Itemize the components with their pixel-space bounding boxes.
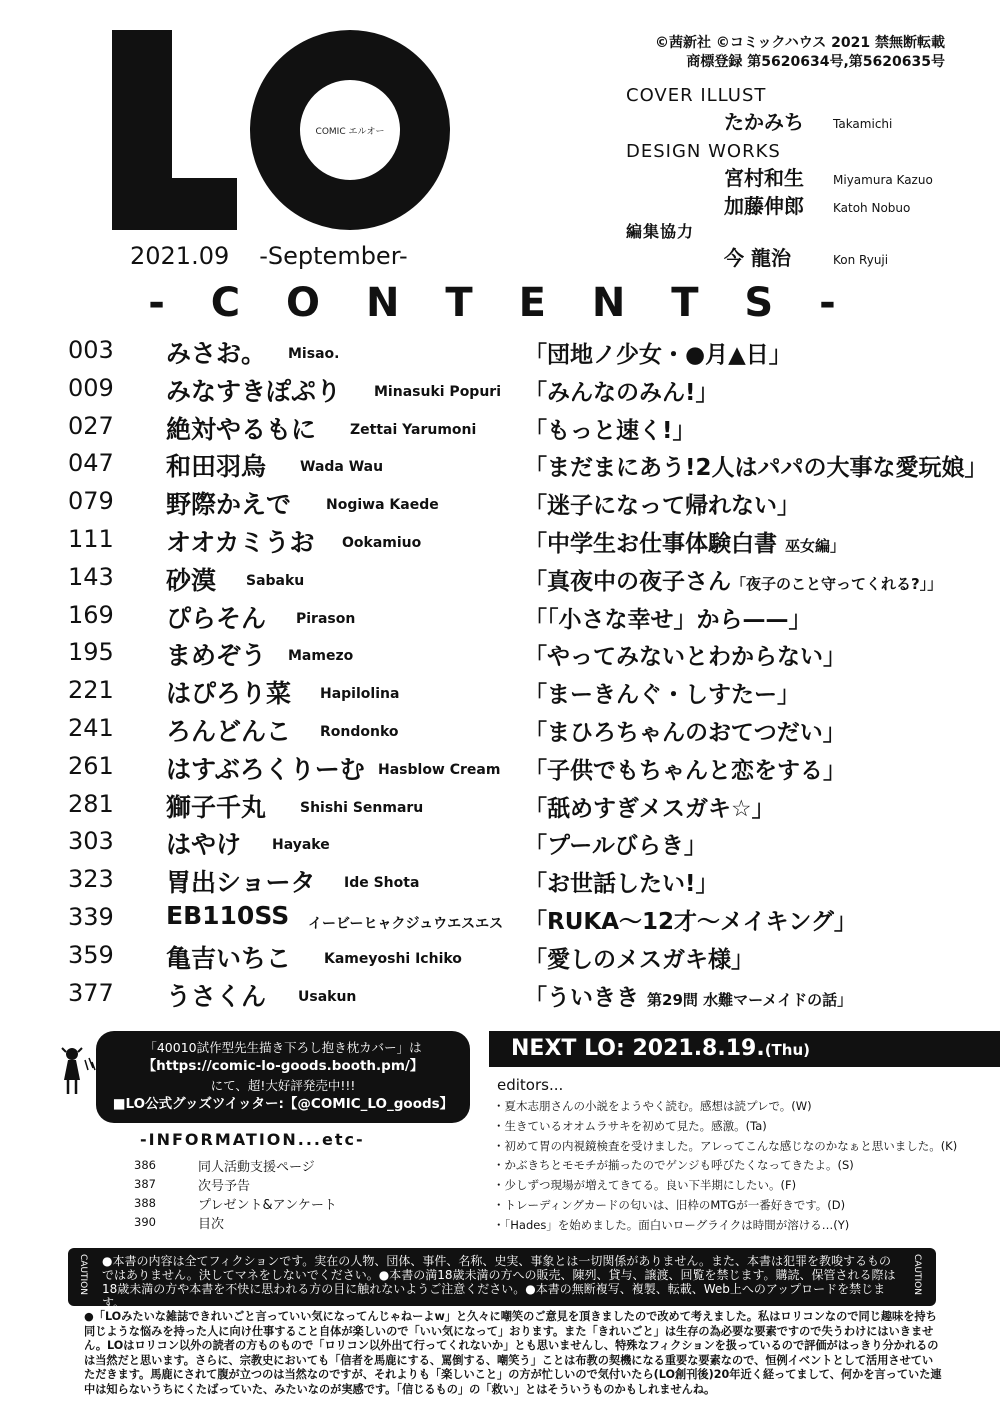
toc-title — [524, 449, 988, 482]
toc-title — [524, 336, 792, 369]
toc-title-main: 「団地ノ少女・●月▲日」 — [524, 342, 792, 368]
next-issue-label: NEXT LO: 2021.8.19. — [511, 1036, 765, 1061]
info-label: プレゼント&アンケート — [198, 1198, 337, 1213]
editor-roman: Kon Ryuji — [833, 253, 889, 267]
toc-title-main: 「RUKA〜12才〜メイキング」 — [524, 908, 857, 935]
info-label: 次号予告 — [198, 1179, 251, 1194]
cover-roman: Takamichi — [833, 117, 893, 131]
toc-title-sub: 巫女編」 — [785, 536, 846, 555]
toc-title-main: 「中学生お仕事体験白書 — [524, 530, 786, 557]
toc-title — [524, 525, 845, 558]
toc-row[interactable] — [68, 823, 998, 861]
toc-author-roman: Mamezo — [288, 648, 354, 665]
editor-comment: ・かぶきちとモモチが揃ったのでゲンジも呼びたくなってきたよ。(S) — [493, 1158, 854, 1173]
table-of-contents — [68, 332, 998, 1012]
toc-author-roman: Hapilolina — [320, 686, 400, 703]
logo-sublabel: COMIC エルオー — [315, 126, 385, 137]
toc-page-number: 169 — [68, 600, 114, 629]
copyright-line: ©茜新社 ©コミックハウス 2021 禁無断転載 — [654, 35, 945, 51]
credits-block — [626, 84, 986, 272]
toc-row[interactable] — [68, 445, 998, 483]
toc-page-number: 003 — [68, 336, 114, 364]
cover-credit — [626, 108, 986, 136]
info-page-number: 386 — [134, 1158, 156, 1172]
toc-author: 和田羽烏 — [166, 452, 267, 482]
toc-author-roman: Ookamiuo — [342, 534, 422, 551]
toc-row[interactable] — [68, 634, 998, 672]
toc-title-main: 「「小さな幸せ」から——」 — [524, 606, 812, 633]
toc-title — [524, 941, 754, 974]
toc-author: ぴらそん — [166, 603, 267, 633]
toc-row[interactable] — [68, 597, 998, 635]
trademark-line: 商標登録 第5620634号,第5620635号 — [686, 54, 945, 70]
toc-page-number: 323 — [68, 865, 114, 894]
toc-author: はやけ — [166, 830, 242, 860]
editor-name: 今 龍治 — [724, 246, 791, 270]
design-name-1: 宮村和生 — [724, 166, 804, 190]
toc-title — [524, 979, 852, 1012]
toc-author-roman: Hasblow Cream — [378, 761, 501, 778]
toc-page-number: 339 — [68, 902, 114, 931]
toc-author: みなすきぽぷり — [166, 376, 342, 406]
toc-title — [524, 676, 800, 709]
toc-author-roman: Hayake — [272, 837, 330, 854]
info-label: 目次 — [198, 1217, 225, 1232]
toc-page-number: 195 — [68, 638, 114, 667]
toc-title-main: 「迷子になって帰れない」 — [524, 493, 800, 520]
toc-row[interactable] — [68, 332, 998, 370]
toc-title-main: 「お世話したい!」 — [524, 871, 719, 898]
toc-row[interactable] — [68, 748, 998, 786]
toc-title — [524, 903, 857, 936]
editors-heading: editors... — [497, 1076, 564, 1094]
toc-page-number: 377 — [68, 978, 114, 1007]
toc-page-number: 047 — [68, 449, 114, 478]
editor-comment: ・少しずつ現場が増えてきてる。良い下半期にしたい。(F) — [493, 1178, 797, 1193]
toc-title — [524, 790, 775, 823]
design-role: DESIGN WORKS — [626, 141, 781, 162]
editor-comment: ・初めて胃の内視鏡検査を受けました。アレってこんな感じなのかなぁと思いました。(K) — [493, 1138, 958, 1153]
toc-title-main: 「みんなのみん!」 — [524, 379, 719, 406]
toc-title-main: 「子供でもちゃんと恋をする」 — [524, 757, 846, 784]
design-roman-2: Katoh Nobuo — [833, 201, 911, 215]
toc-title-main: 「愛しのメスガキ様」 — [524, 946, 754, 973]
toc-title-main: 「ういきき — [524, 984, 648, 1011]
toc-title — [524, 601, 812, 634]
toc-row[interactable] — [68, 937, 998, 975]
toc-author: まめぞう — [166, 641, 267, 671]
issue-date — [130, 242, 408, 270]
toc-title-main: 「真夜中の夜子さん — [524, 568, 731, 595]
info-item — [134, 1213, 474, 1232]
information-list — [134, 1156, 474, 1232]
toc-title-main: 「もっと速く!」 — [524, 417, 696, 444]
toc-page-number: 241 — [68, 713, 114, 742]
toc-row[interactable] — [68, 559, 998, 597]
editorial-footnote: ●「LOみたいな雑誌できれいごと言っていい気になってんじゃねーよw」と久々に嘲笑のご意見を頂きましたので改めて考えました。私はロリコンなので同じ趣味を持ち同じような悩みを持った人に向け仕事すること自体が楽しいので「いい気になって」おります。また「きれいごと」は生存の為必要な要素ですので失うわけにはいきません。LOはロリコン以外の読者の方ものもので「ロリコン以外出て行ってくれないか」とも思いませんし、特殊なフィクションを扱っているので評価がはっきり分かれるのは当然だと思います。さらに、宗教史においても「信者を馬鹿にする、罵倒する、嘲笑う」ことは布教の契機になる重要な要素なので、恒例イベントとして活用させていただきます。馬鹿にされて腹が立つのは当然なのですが、それよりも「楽しいこと」の方が忙しいので気付いたら(LO創刊後)20年近く経ってまして、何かを言っていた連中は知らないうちにくたばっていた、みたいなのが実感です。「信じるもの」の「救い」とはそういうものかもしれませんね。 — [84, 1310, 942, 1396]
toc-author-roman: Shishi Senmaru — [300, 799, 424, 816]
goods-line-3: にて、超!大好評発売中!!! — [210, 1078, 356, 1093]
editor-comment: ・「Hades」を始めました。面白いローグライクは時間が溶ける…(Y) — [493, 1217, 850, 1232]
info-page-number: 387 — [134, 1177, 156, 1191]
info-item — [134, 1156, 474, 1175]
toc-author-roman: Usakun — [298, 988, 357, 1005]
toc-row[interactable] — [68, 899, 998, 937]
toc-author: 砂漠 — [166, 565, 217, 595]
toc-page-number: 303 — [68, 827, 114, 856]
toc-page-number: 009 — [68, 373, 114, 402]
toc-page-number: 221 — [68, 676, 114, 705]
toc-row[interactable] — [68, 786, 998, 824]
issue-year-month: 2021.09 — [130, 242, 230, 270]
toc-title-main: 「まひろちゃんのおてつだい」 — [524, 719, 846, 746]
toc-page-number: 261 — [68, 751, 114, 780]
toc-author: ろんどんこ — [166, 716, 292, 746]
toc-title — [524, 412, 696, 445]
toc-page-number: 111 — [68, 524, 114, 553]
logo-letter-l-foot — [112, 178, 237, 230]
editors-comments — [493, 1097, 993, 1236]
toc-author: うさくん — [166, 981, 267, 1011]
toc-author: 獅子千丸 — [166, 792, 267, 822]
info-label: 同人活動支援ページ — [198, 1160, 315, 1175]
information-heading: -INFORMATION...etc- — [140, 1130, 365, 1149]
cover-name: たかみち — [724, 110, 804, 134]
toc-author: はぴろり菜 — [166, 679, 292, 709]
copyright-block — [515, 34, 945, 72]
toc-title — [524, 752, 846, 785]
toc-page-number: 281 — [68, 789, 114, 818]
contents-heading: - C O N T E N T S - — [148, 280, 852, 326]
caution-text: ●本書の内容は全てフィクションです。実在の人物、団体、事件、名称、史実、事象とは一切関係がありません。また、本書は犯罪を教唆するものではありません。決してマネをしないでください。●本書の満18歳未満の方への販売、陳列、貸与、譲渡、回覧を禁じます。購読、保管される際は18歳未満の方や本書を不快に思われる方の目に触れないようご注意ください。●本書の無断複写、複製、転載、Web上へのアップロードを禁じます。 — [102, 1254, 896, 1310]
issue-month: -September- — [259, 242, 408, 270]
goods-url[interactable]: 【https://comic-lo-goods.booth.pm/】 — [142, 1058, 424, 1074]
design-credit-1 — [626, 164, 986, 192]
toc-author: みさお。 — [166, 339, 267, 368]
toc-title — [524, 714, 846, 747]
info-page-number: 388 — [134, 1196, 156, 1210]
toc-author-roman: Sabaku — [246, 572, 305, 589]
design-credit-2 — [626, 192, 986, 220]
toc-title — [524, 638, 846, 671]
design-roman-1: Miyamura Kazuo — [833, 173, 933, 187]
caution-side-label-left: CAUTION — [78, 1254, 88, 1295]
info-item — [134, 1194, 474, 1213]
toc-author-roman: Zettai Yarumoni — [350, 421, 477, 438]
toc-row[interactable] — [68, 521, 998, 559]
caution-box — [68, 1248, 936, 1310]
goods-announcement — [96, 1031, 470, 1123]
toc-author-roman: Wada Wau — [300, 459, 384, 476]
next-issue-day: (Thu) — [764, 1041, 810, 1059]
cover-role: COVER ILLUST — [626, 85, 767, 106]
toc-title — [524, 374, 719, 407]
toc-row[interactable] — [68, 483, 998, 521]
editor-credit — [626, 244, 986, 272]
toc-title — [524, 487, 800, 520]
editor-role: 編集協力 — [626, 222, 695, 241]
toc-author: オオカミうお — [166, 527, 315, 557]
toc-title-main: 「やってみないとわからない」 — [524, 644, 846, 671]
toc-author-roman: イービーヒャクジュウエスエス — [308, 915, 504, 932]
toc-row[interactable] — [68, 975, 998, 1013]
toc-author: はすぶろくりーむ — [166, 754, 365, 784]
editor-comment: ・トレーディングカードの匂いは、旧枠のMTGが一番好きです。(D) — [493, 1197, 846, 1212]
toc-author: 野際かえで — [166, 490, 292, 520]
lo-logo — [112, 30, 452, 230]
toc-author-roman: Ide Shota — [344, 875, 420, 892]
design-name-2: 加藤伸郎 — [724, 194, 804, 218]
toc-author-roman: Nogiwa Kaede — [326, 497, 439, 514]
toc-author-roman: Kameyoshi Ichiko — [324, 950, 462, 967]
editor-comment: ・生きているオオムラサキを初めて見た。感激。(Ta) — [493, 1118, 767, 1133]
goods-line-1: 「40010試作型先生描き下ろし抱き枕カバー」は — [144, 1040, 422, 1055]
toc-page-number: 079 — [68, 487, 114, 516]
logo-letter-o — [250, 30, 450, 230]
toc-author: 亀吉いちこ — [166, 943, 292, 973]
info-page-number: 390 — [134, 1215, 156, 1229]
toc-row[interactable] — [68, 672, 998, 710]
toc-row[interactable] — [68, 710, 998, 748]
toc-author-roman: Minasuki Popuri — [374, 383, 501, 400]
toc-page-number: 143 — [68, 562, 114, 591]
toc-row[interactable] — [68, 370, 998, 408]
toc-row[interactable] — [68, 861, 998, 899]
toc-title — [524, 563, 942, 596]
toc-author: 胃出ショータ — [166, 868, 316, 898]
toc-page-number: 359 — [68, 940, 114, 969]
toc-author: EB110SS — [166, 900, 290, 930]
goods-twitter[interactable]: ■LO公式グッズツイッター:【@COMIC_LO_goods】 — [112, 1096, 454, 1112]
toc-row[interactable] — [68, 408, 998, 446]
toc-author-roman: Misao. — [288, 346, 340, 362]
next-issue-bar — [489, 1031, 1000, 1067]
toc-title-main: 「まだまにあう!2人はパパの大事な愛玩娘」 — [524, 455, 988, 482]
toc-author-roman: Pirason — [296, 610, 356, 627]
toc-title — [524, 827, 707, 860]
info-item — [134, 1175, 474, 1194]
toc-title-sub: 「夜子のこと守ってくれる?」」 — [731, 574, 943, 593]
editor-comment: ・夏木志朋さんの小説をようやく読む。感想は読プレで。(W) — [493, 1099, 812, 1113]
toc-page-number: 027 — [68, 411, 114, 440]
toc-title — [524, 865, 719, 898]
toc-title-main: 「舐めすぎメスガキ☆」 — [524, 795, 775, 822]
toc-title-main: 「まーきんぐ・しすたー」 — [524, 682, 800, 709]
toc-title-sub: 第29問 水難マーメイドの話」 — [647, 990, 853, 1009]
toc-author: 絶対やるもに — [166, 414, 317, 444]
toc-title-main: 「プールびらき」 — [524, 833, 707, 860]
toc-author-roman: Rondonko — [320, 723, 399, 740]
girl-silhouette-icon — [58, 1046, 96, 1096]
caution-side-label-right: CAUTION — [912, 1254, 922, 1295]
